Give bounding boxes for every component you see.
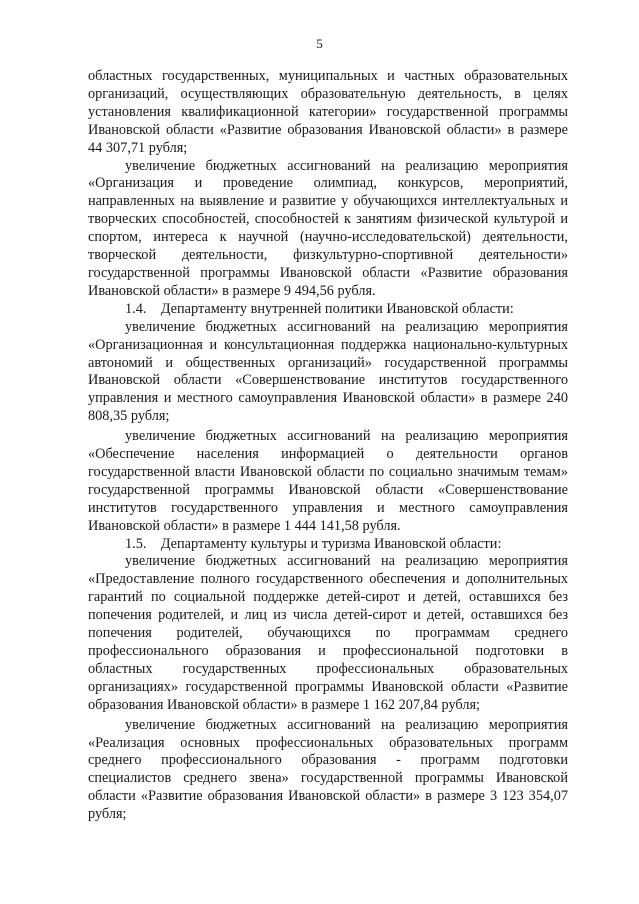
paragraph: увеличение бюджетных ассигнований на реализацию мероприятия «Организация и проведение олимпиад, конкурсов, мероприятий, направленных на выявление и развитие у обучающихся интеллектуальных и творческих способностей, способностей к занятиям физической культурой и спортом, интереса к научной (научно-исследовательской) деятельности, творческой деятельности, физкультурно-спортивной деятельности» государственной программы Ивановской области «Развитие образования Ивановской области» в размере 9 494,56 рубля. [88, 157, 568, 299]
paragraph: увеличение бюджетных ассигнований на реализацию мероприятия «Организационная и консультационная поддержка национально-культурных автономий и общественных организаций» государственной программы Ивановской области «Совершенствование институтов государственного управления и местного самоуправления Ивановской области» в размере 240 808,35 рубля; [88, 318, 568, 425]
paragraph: увеличение бюджетных ассигнований на реализацию мероприятия «Предоставление полного государственного обеспечения и дополнительных гарантий по социальной поддержке детей-сирот и детей, оставшихся без попечения родителей, и лиц из числа детей-сирот и детей, оставшихся без попечения родителей, обучающихся по программам среднего профессионального образования и профессиональной подготовки в областных государственных профессиональных образовательных организациях» государственной программы Ивановской области «Развитие образования Ивановской области» в размере 1 162 207,84 рубля; [88, 553, 568, 713]
page-number: 5 [316, 36, 323, 51]
document-body [88, 68, 568, 824]
section-number: 1.4. [125, 300, 147, 317]
paragraph: областных государственных, муниципальных и частных образовательных организаций, осуществляющих образовательную деятельность, в целях установления квалификационной категории» государственной программы Ивановской области «Развитие образования Ивановской области» в размере 44 307,71 рубля; [88, 68, 568, 156]
section-heading [88, 536, 568, 554]
section-number: 1.5. [125, 535, 147, 552]
section-title: Департаменту культуры и туризма Ивановской области: [160, 535, 502, 552]
paragraph: увеличение бюджетных ассигнований на реализацию мероприятия «Обеспечение населения информацией о деятельности органов государственной власти Ивановской области по социально значимым темам» государственной программы Ивановской области «Совершенствование институтов государственного управления и местного самоуправления Ивановской области» в размере 1 444 141,58 рубля. [88, 428, 568, 534]
section-heading [88, 301, 568, 319]
section-title: Департаменту внутренней политики Ивановской области: [160, 300, 514, 317]
paragraph: увеличение бюджетных ассигнований на реализацию мероприятия «Реализация основных профессиональных образовательных программ среднего профессионального образования - программ подготовки специалистов среднего звена» государственной программы Ивановской области «Развитие образования Ивановской области» в размере 3 123 354,07 рубля; [88, 716, 568, 823]
